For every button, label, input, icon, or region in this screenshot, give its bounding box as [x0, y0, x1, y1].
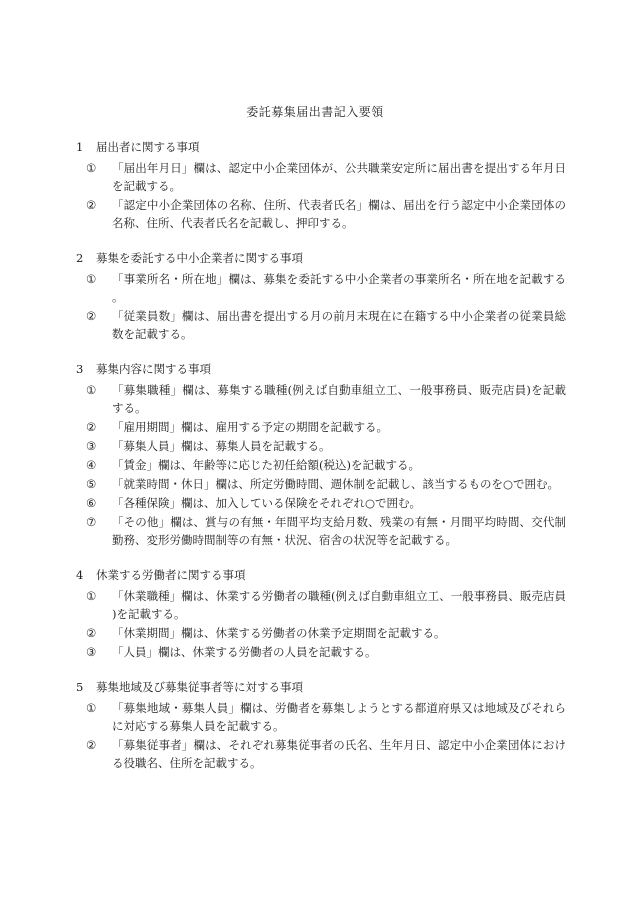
- section-title: 休業する労働者に関する事項: [96, 568, 246, 582]
- item-text: 「休業期間」欄は、休業する労働者の休業予定期間を記載する。: [112, 626, 446, 640]
- section-number: 1: [76, 140, 84, 154]
- list-item: [76, 699, 566, 735]
- section-heading: [76, 360, 566, 378]
- section-items: [76, 270, 566, 343]
- section-4: [76, 566, 566, 661]
- list-item: [76, 587, 566, 623]
- item-marker: ②: [86, 738, 97, 752]
- list-item: [76, 513, 566, 549]
- item-marker: ③: [86, 439, 97, 453]
- item-marker: ①: [86, 161, 97, 175]
- section-heading: [76, 138, 566, 156]
- item-marker: ②: [86, 420, 97, 434]
- item-text: 「各種保険」欄は、加入している保険をそれぞれ○で囲む。: [112, 496, 422, 510]
- item-marker: ②: [86, 626, 97, 640]
- item-marker: ⑤: [86, 477, 97, 491]
- item-text: 「従業員数」欄は、届出書を提出する月の前月末現在に在籍する中小企業者の従業員総数を記載する。: [112, 309, 566, 341]
- item-text: 「届出年月日」欄は、認定中小企業団体が、公共職業安定所に届出書を提出する年月日を記載する。: [112, 161, 566, 193]
- section-1: [76, 138, 566, 232]
- section-2: [76, 249, 566, 343]
- list-item: [76, 456, 566, 474]
- section-items: [76, 159, 566, 232]
- item-marker: ①: [86, 589, 97, 603]
- item-text: 「認定中小企業団体の名称、住所、代表者氏名」欄は、届出を行う認定中小企業団体の名称、住所、代表者氏名を記載し、押印する。: [112, 198, 566, 230]
- item-marker: ①: [86, 383, 97, 397]
- list-item: [76, 643, 566, 661]
- item-text: 「募集従事者」欄は、それぞれ募集従事者の氏名、生年月日、認定中小企業団体における役職名、住所を記載する。: [112, 738, 566, 770]
- section-number: 2: [76, 251, 84, 265]
- section-number: 4: [76, 568, 84, 582]
- item-text: 「事業所名・所在地」欄は、募集を委託する中小企業者の事業所名・所在地を記載する。: [112, 272, 566, 304]
- document-title: 委託募集届出書記入要領: [246, 105, 384, 119]
- list-item: [76, 437, 566, 455]
- item-text: 「賃金」欄は、年齢等に応じた初任給額(税込)を記載する。: [112, 458, 420, 472]
- section-heading: [76, 249, 566, 267]
- section-number: 3: [76, 362, 84, 376]
- section-title: 募集地域及び募集従事者等に対する事項: [96, 680, 303, 694]
- section-3: [76, 360, 566, 549]
- item-text: 「人員」欄は、休業する労働者の人員を記載する。: [112, 645, 377, 659]
- item-text: 「就業時間・休日」欄は、所定労働時間、週休制を記載し、該当するものを○で囲む。: [112, 477, 560, 491]
- item-marker: ④: [86, 458, 97, 472]
- section-title: 届出者に関する事項: [96, 140, 200, 154]
- item-marker: ②: [86, 198, 97, 212]
- item-marker: ⑦: [86, 515, 97, 529]
- list-item: [76, 418, 566, 436]
- section-number: 5: [76, 680, 84, 694]
- section-items: [76, 381, 566, 549]
- section-title: 募集を委託する中小企業者に関する事項: [96, 251, 303, 265]
- list-item: [76, 624, 566, 642]
- list-item: [76, 307, 566, 343]
- item-text: 「募集地域・募集人員」欄は、労働者を募集しようとする都道府県又は地域及びそれらに対応する募集人員を記載する。: [112, 701, 566, 733]
- item-text: 「その他」欄は、賞与の有無・年間平均支給月数、残業の有無・月間平均時間、交代制勤務、変形労働時間制等の有無・状況、宿舎の状況等を記載する。: [112, 515, 566, 547]
- list-item: [76, 196, 566, 232]
- section-5: [76, 678, 566, 772]
- item-marker: ①: [86, 701, 97, 715]
- list-item: [76, 494, 566, 512]
- section-heading: [76, 566, 566, 584]
- item-marker: ②: [86, 309, 97, 323]
- list-item: [76, 736, 566, 772]
- item-marker: ③: [86, 645, 97, 659]
- section-items: [76, 699, 566, 772]
- section-title: 募集内容に関する事項: [96, 362, 211, 376]
- section-items: [76, 587, 566, 661]
- item-marker: ⑥: [86, 496, 97, 510]
- item-text: 「募集人員」欄は、募集人員を記載する。: [112, 439, 331, 453]
- item-text: 「休業職種」欄は、休業する労働者の職種(例えば自動車組立工、一般事務員、販売店員)を記載する。: [112, 589, 566, 621]
- document-body: [76, 138, 566, 789]
- item-text: 「募集職種」欄は、募集する職種(例えば自動車組立工、一般事務員、販売店員)を記載する。: [112, 383, 566, 415]
- item-text: 「雇用期間」欄は、雇用する予定の期間を記載する。: [112, 420, 388, 434]
- list-item: [76, 159, 566, 195]
- list-item: [76, 381, 566, 417]
- section-heading: [76, 678, 566, 696]
- item-marker: ①: [86, 272, 97, 286]
- list-item: [76, 475, 566, 493]
- list-item: [76, 270, 566, 306]
